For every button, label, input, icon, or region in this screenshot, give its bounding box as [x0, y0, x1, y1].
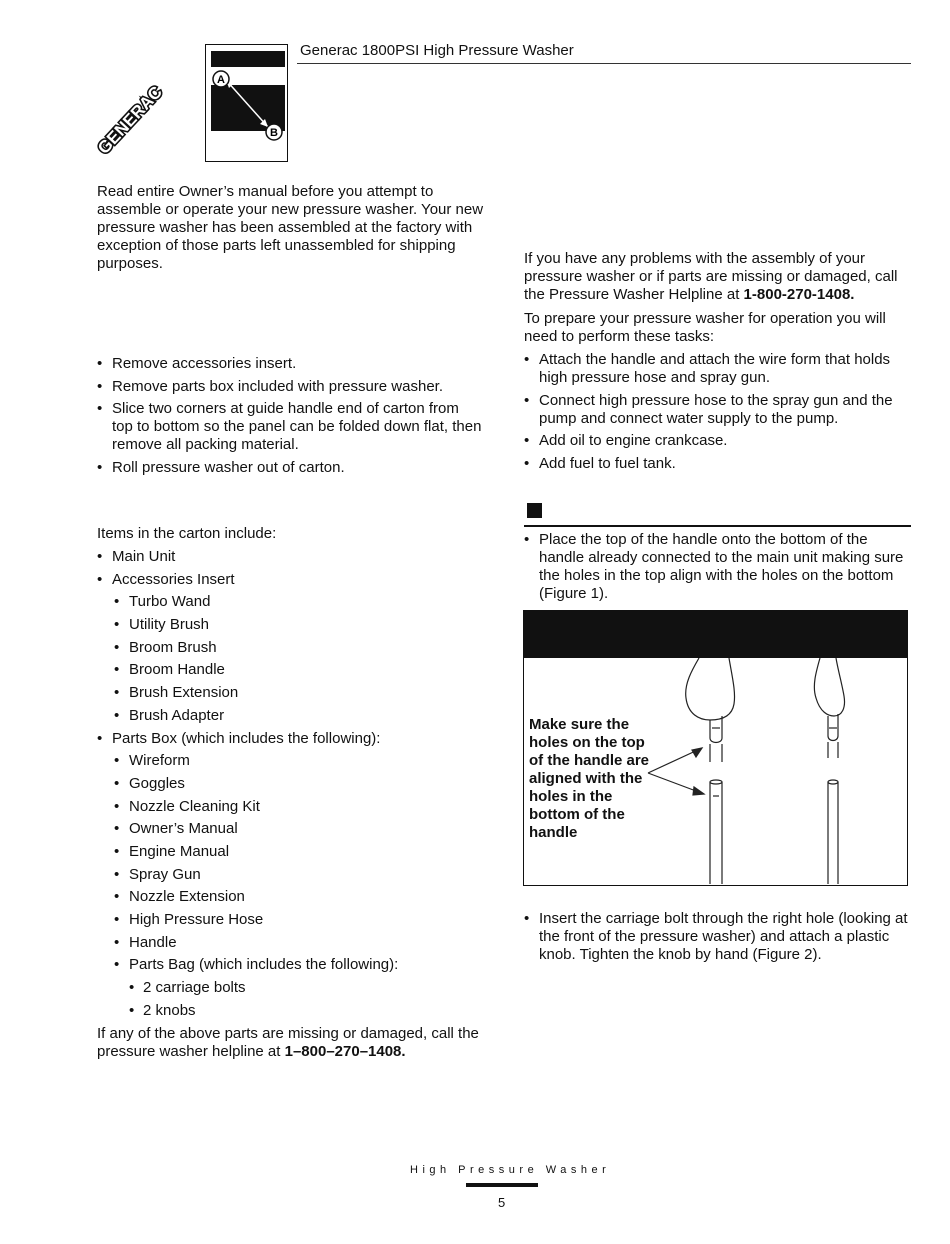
list-item: • Owner’s Manual: [114, 820, 497, 838]
handle-step-1-list: [524, 531, 910, 608]
section-marker: [527, 503, 542, 518]
header-divider: [297, 63, 911, 64]
unpack-steps-list: [97, 355, 497, 482]
list-item: • Add fuel to fuel tank.: [524, 455, 910, 473]
missing-parts-paragraph: [97, 1025, 497, 1061]
list-item: • Remove accessories insert.: [97, 355, 497, 373]
generac-logo-graphic: [95, 40, 210, 165]
list-item: • Roll pressure washer out of carton.: [97, 459, 497, 477]
list-item: • Nozzle Extension: [114, 888, 497, 906]
list-item: • Place the top of the handle onto the bottom of the handle already connected to the main unit making sure the holes in the top align with the holes on the bottom (Figure 1).: [524, 531, 910, 603]
generac-logo-text: GENERAC: [95, 82, 166, 158]
list-item: • Utility Brush: [114, 616, 497, 634]
carton-items-list: [97, 548, 497, 1024]
list-item: • Brush Adapter: [114, 707, 497, 725]
marker-b: B: [270, 127, 278, 139]
list-item: • Brush Extension: [114, 684, 497, 702]
list-item: • Handle: [114, 934, 497, 952]
section-divider: [524, 525, 911, 527]
footer-title: High Pressure Washer: [410, 1164, 611, 1176]
list-item: • Accessories Insert: [97, 571, 497, 589]
helpline-phone: 1–800–270–1408.: [284, 1043, 406, 1060]
list-item: • Broom Brush: [114, 639, 497, 657]
prepare-paragraph: To prepare your pressure washer for operation you will need to perform these tasks:: [524, 310, 886, 345]
list-item: • Broom Handle: [114, 661, 497, 679]
figure-callout-text: Make sure the holes on the top of the handle are aligned with the holes in the bottom of the handle: [529, 716, 650, 841]
list-item: • Parts Box (which includes the following):: [97, 730, 497, 748]
handle-illustration: [524, 658, 907, 885]
list-item: • Turbo Wand: [114, 593, 497, 611]
footer-bar: [466, 1183, 538, 1187]
helpline-phone: 1-800-270-1408.: [743, 286, 855, 303]
list-item: • Parts Bag (which includes the following):: [114, 956, 497, 974]
page-header-title: Generac 1800PSI High Pressure Washer: [300, 42, 574, 59]
list-item: • Spray Gun: [114, 866, 497, 884]
list-item: • Nozzle Cleaning Kit: [114, 798, 497, 816]
list-item: • Slice two corners at guide handle end of carton from top to bottom so the panel can be folded down flat, then remove all packing material.: [97, 400, 482, 454]
list-item: • 2 knobs: [114, 1002, 497, 1020]
page-number: 5: [498, 1195, 506, 1210]
list-item: • Main Unit: [97, 548, 497, 566]
safety-icon-graphic: [206, 45, 289, 163]
list-item: • 2 carriage bolts: [114, 979, 497, 997]
problems-paragraph: [524, 250, 910, 304]
missing-parts-text: If any of the above parts are missing or damaged, call the pressure washer helpline at: [97, 1025, 479, 1060]
figure-1: [523, 610, 908, 886]
marker-a: A: [217, 74, 225, 86]
handle-step-2-list: [524, 910, 910, 969]
carton-intro: Items in the carton include:: [97, 525, 277, 542]
list-item: • Remove parts box included with pressure washer.: [97, 378, 497, 396]
list-item: • Engine Manual: [114, 843, 497, 861]
generac-logo: [95, 40, 210, 165]
intro-paragraph: Read entire Owner’s manual before you attempt to assemble or operate your new pressure washer. Your new pressure washer has been assembled at the factory with exception of those parts left unassembled for shipping purposes.: [97, 183, 484, 272]
list-item: • Wireform: [114, 752, 497, 770]
list-item: • Attach the handle and attach the wire form that holds high pressure hose and spray gun.: [524, 351, 910, 387]
safety-icon: [205, 44, 288, 162]
list-item: • Insert the carriage bolt through the right hole (looking at the front of the pressure washer) and attach a plastic knob. Tighten the knob by hand (Figure 2).: [524, 910, 910, 964]
list-item: • Connect high pressure hose to the spray gun and the pump and connect water supply to the pump.: [524, 392, 910, 428]
prep-tasks-list: [524, 351, 910, 478]
list-item: • Add oil to engine crankcase.: [524, 432, 910, 450]
list-item: • High Pressure Hose: [114, 911, 497, 929]
figure-header-bar: [524, 611, 907, 658]
list-item: • Goggles: [114, 775, 497, 793]
problems-text: If you have any problems with the assembly of your pressure washer or if parts are missing or damaged, call the Pressure Washer Helpline at: [524, 250, 898, 303]
